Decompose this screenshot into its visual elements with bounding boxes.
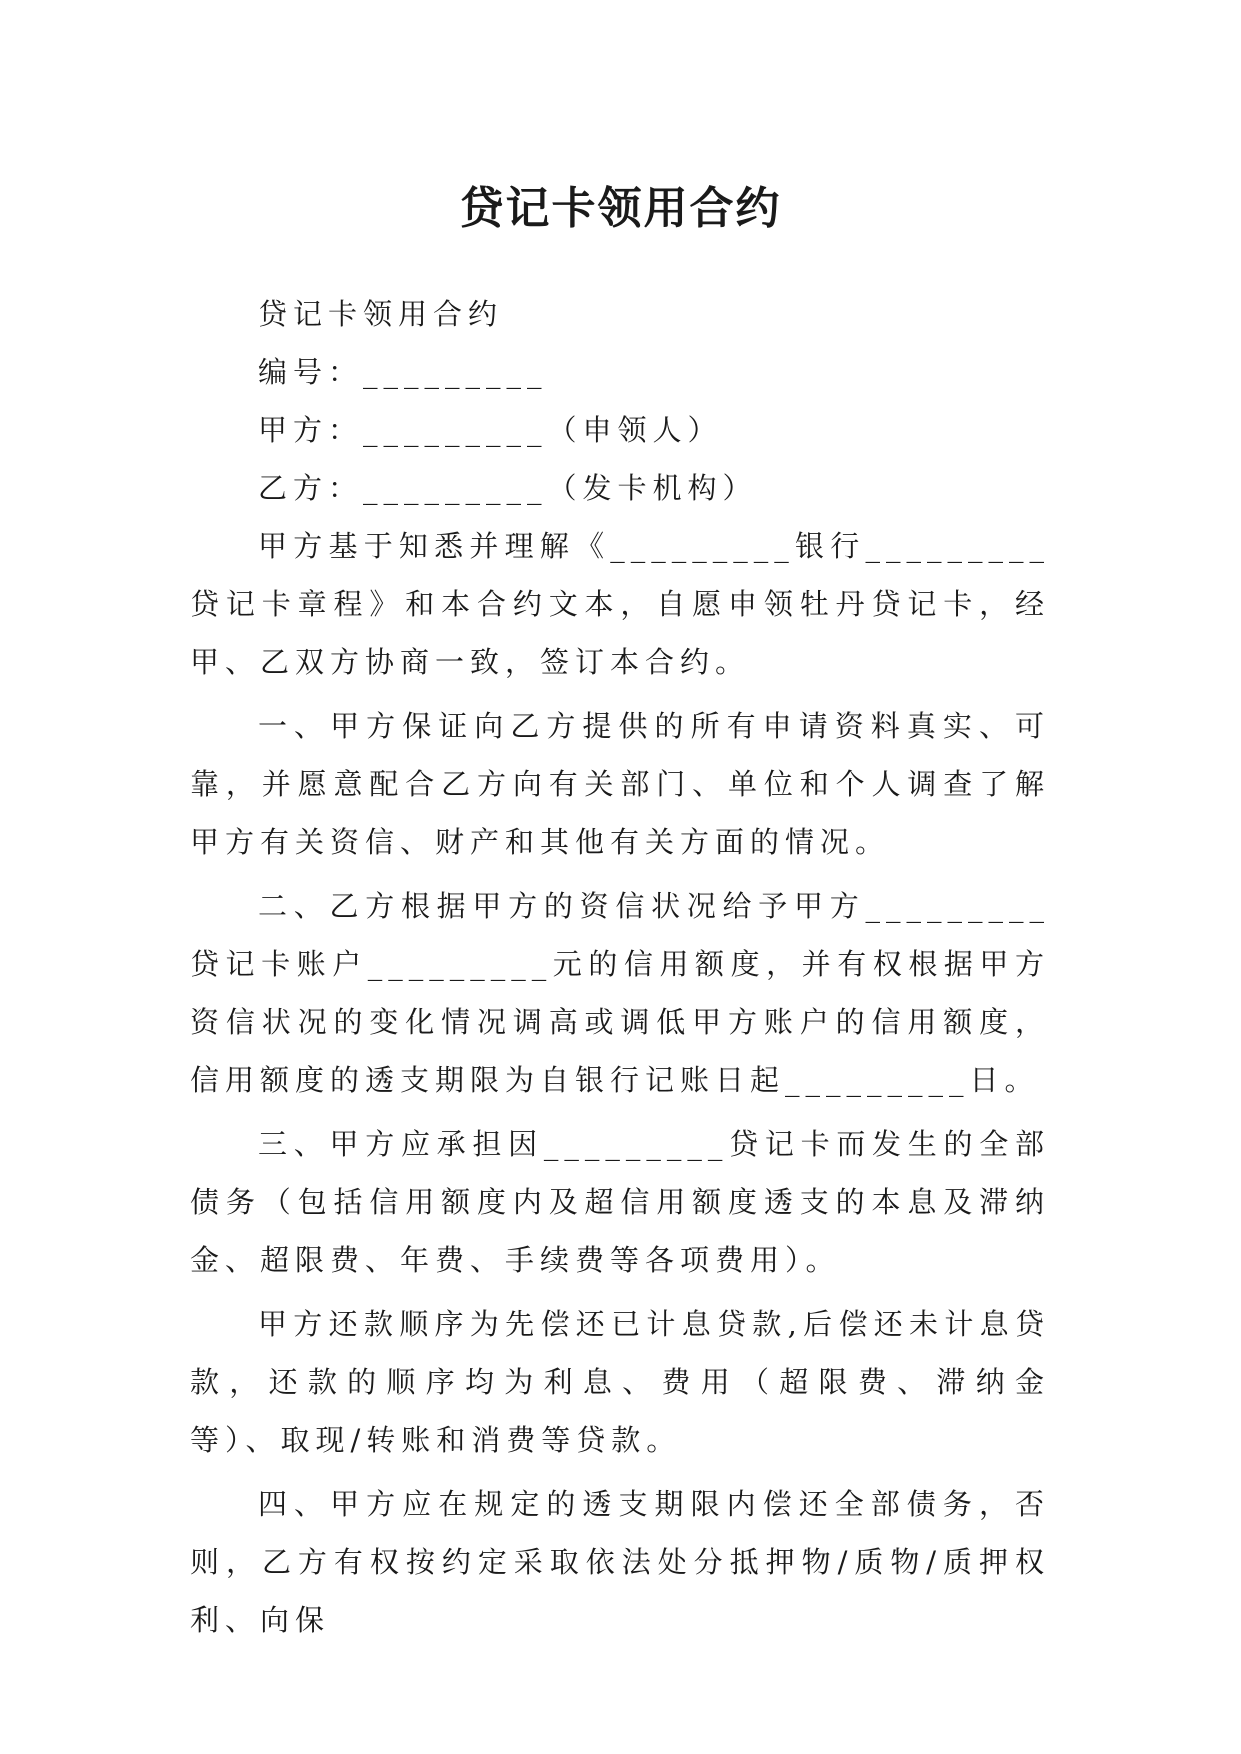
paragraph-clause-4: 四、甲方应在规定的透支期限内偿还全部债务，否则，乙方有权按约定采取依法处分抵押物/质物/质押权利、向保 [190, 1487, 1050, 1637]
party-b-line: 乙方：_________（发卡机构） [258, 471, 758, 505]
paragraph-repayment-order: 甲方还款顺序为先偿还已计息贷款,后偿还未计息贷款，还款的顺序均为利息、费用（超限费、滞纳金等）、取现/转账和消费等贷款。 [190, 1307, 1050, 1457]
contract-number-line: 编号：_________ [258, 355, 548, 389]
contract-subtitle: 贷记卡领用合约 [258, 297, 504, 331]
paragraph-preamble: 甲方基于知悉并理解《_________银行_________贷记卡章程》和本合约文本，自愿申领牡丹贷记卡，经甲、乙双方协商一致，签订本合约。 [190, 529, 1050, 679]
paragraph-clause-2: 二、乙方根据甲方的资信状况给予甲方_________贷记卡账户_________元的信用额度，并有权根据甲方资信状况的变化情况调高或调低甲方账户的信用额度，信用额度的透支期限为自银行记账日起_________日。 [190, 889, 1050, 1097]
paragraph-clause-1: 一、甲方保证向乙方提供的所有申请资料真实、可靠，并愿意配合乙方向有关部门、单位和个人调查了解甲方有关资信、财产和其他有关方面的情况。 [190, 709, 1050, 859]
party-a-line: 甲方：_________（申领人） [258, 413, 723, 447]
document-body [190, 285, 1050, 1655]
paragraph-clause-3: 三、甲方应承担因_________贷记卡而发生的全部债务（包括信用额度内及超信用额度透支的本息及滞纳金、超限费、年费、手续费等各项费用）。 [190, 1127, 1050, 1277]
document-title: 贷记卡领用合约 [459, 183, 782, 235]
